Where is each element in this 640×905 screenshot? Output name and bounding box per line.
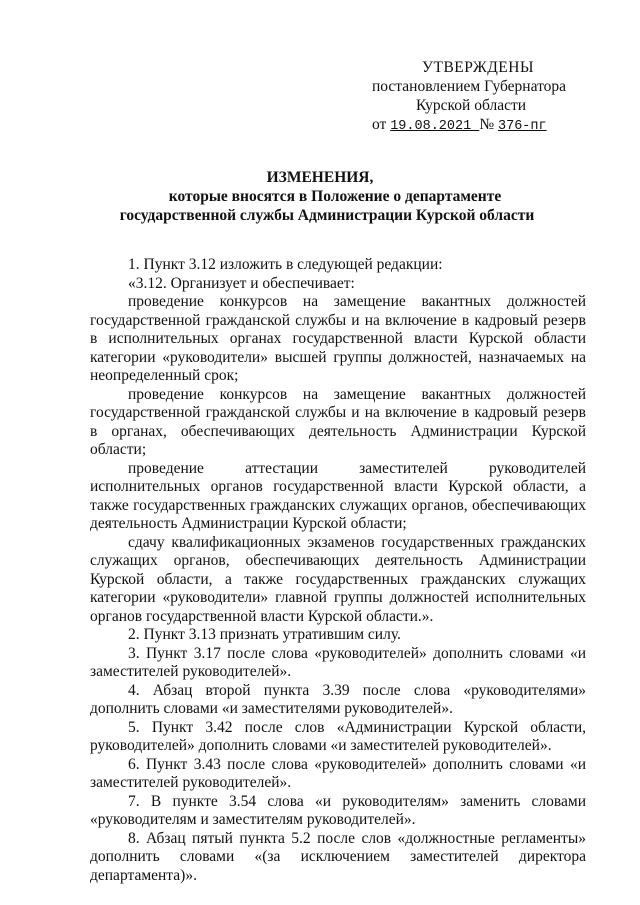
paragraph-4: проведение конкурсов на замещение вакантных должностей государственной гражданской службы и на включение в кадровый резерв в органах, обеспечивающих деятельность Администрации Курской области; [90,385,586,458]
approval-line-1: постановлением Губернатора [372,78,567,95]
number-prefix: № [479,116,498,133]
approval-stamp [360,58,600,136]
paragraph-9: 4. Абзац второй пункта 3.39 после слова «руководителями» дополнить словами «и заместителями руководителей». [90,681,586,717]
date-prefix: от [372,116,391,133]
approval-title: УТВЕРЖДЕНЫ [422,59,534,76]
paragraph-1: 1. Пункт 3.12 изложить в следующей редакции: [128,256,443,273]
paragraph-10: 5. Пункт 3.42 после слов «Администрации Курской области, руководителей» дополнить словами «и заместителей руководителей». [90,718,586,754]
paragraph-11: 6. Пункт 3.43 после слова «руководителей» дополнить словами «и заместителей руководителей». [90,755,586,791]
paragraph-6: сдачу квалификационных экзаменов государственных гражданских служащих органов, обеспечивающих деятельность Администрации Курской области, а также государственных гражданских служащих категории «руководители» главной группы должностей исполнительных органов государственной власти Курской области.». [90,533,586,625]
number-value: 376-пг [498,119,547,134]
paragraph-3: проведение конкурсов на замещение вакантных должностей государственной гражданской службы и на включение в кадровый резерв в исполнительных органах государственной власти Курской области категории «руководители» высшей группы должностей, назначаемых на неопределенный срок; [90,293,586,384]
heading-title: ИЗМЕНЕНИЯ, [266,169,374,186]
paragraph-12: 7. В пункте 3.54 слова «и руководителям» заменить словами «руководителям и заместителям руководителей». [90,792,586,828]
approval-date-line [360,115,600,136]
paragraph-13: 8. Абзац пятый пункта 5.2 после слов «должностные регламенты» дополнить словами «(за исключением заместителей директора департамента)». [90,829,586,884]
paragraph-8: 3. Пункт 3.17 после слова «руководителей» дополнить словами «и заместителей руководителей». [90,644,586,680]
document-heading [60,168,580,225]
paragraph-5: проведение аттестации заместителей руководителей исполнительных органов государственной власти Курской области, а также государственных гражданских служащих органов, обеспечивающих деятельность Администрации Курской области; [90,459,586,532]
date-value: 19.08.2021 [390,119,480,134]
approval-line-2: Курской области [416,97,527,114]
heading-subtitle-2: государственной службы Администрации Курской области [119,207,535,224]
paragraph-7: 2. Пункт 3.13 признать утратившим силу. [128,626,401,643]
heading-subtitle-1: которые вносятся в Положение о департаменте [168,188,502,205]
paragraph-2: «3.12. Организует и обеспечивает: [128,274,355,292]
document-body [90,256,586,885]
